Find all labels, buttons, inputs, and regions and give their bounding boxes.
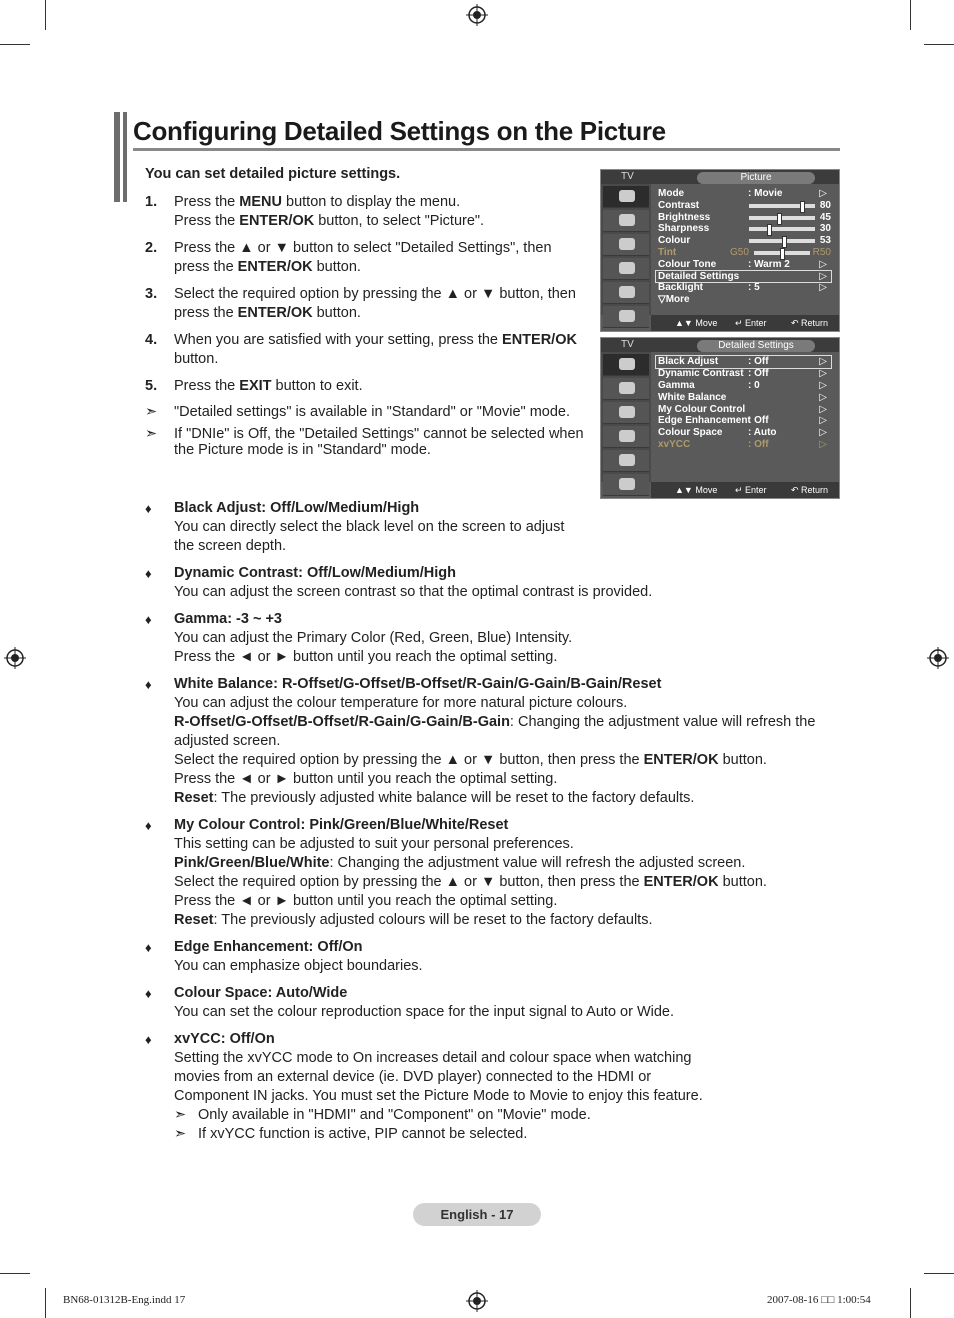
input-icon bbox=[603, 282, 649, 304]
diamond-bullet-icon: ♦ bbox=[145, 677, 152, 692]
feature-item: ♦ Gamma: -3 ~ +3 You can adjust the Primary Color (Red, Green, Blue) Intensity. Press the ◄ or ► button until you reach the optimal setting. bbox=[145, 611, 573, 665]
step-item: 4. When you are satisfied with your setting, press the ENTER/OK button. bbox=[145, 332, 577, 367]
osd-menu-item[interactable]: Brightness 45 bbox=[658, 211, 831, 223]
osd-slider[interactable] bbox=[749, 204, 815, 208]
print-slug-left: BN68-01312B-Eng.indd 17 bbox=[63, 1294, 186, 1306]
step-item: 3. Select the required option by pressing the ▲ or ▼ button, then press the ENTER/OK button. bbox=[145, 286, 576, 321]
input-icon bbox=[603, 450, 649, 472]
osd-tv-label: TV bbox=[621, 339, 634, 350]
page-title: Configuring Detailed Settings on the Picture bbox=[133, 116, 666, 146]
crop-mark bbox=[924, 44, 954, 45]
feature-item: ♦ xvYCC: Off/On Setting the xvYCC mode to On increases detail and colour space when watching movies from an external device (ie. DVD player) connected to the HDMI or Component IN jacks. You must set the Picture Mode to Movie to enjoy this feature. ➣ Only available in "HDMI" and "Component" on "Movie" mode. ➣ If xvYCC function is active, PIP cannot be selected. bbox=[145, 1030, 845, 1144]
osd-menu-item[interactable]: Detailed Settings ▷ bbox=[656, 271, 831, 283]
feature-item: ♦ Dynamic Contrast: Off/Low/Medium/High You can adjust the screen contrast so that the optimal contrast is provided. bbox=[145, 565, 653, 600]
channel-icon bbox=[603, 402, 649, 424]
diamond-bullet-icon: ♦ bbox=[145, 612, 152, 627]
osd-footer: ▲▼ Move ↵ Enter ↶ Return bbox=[651, 482, 839, 498]
channel-icon bbox=[603, 234, 649, 256]
osd-menu-item[interactable]: Dynamic Contrast : Off ▷ bbox=[658, 367, 827, 379]
osd-menu-item[interactable]: Backlight : 5 ▷ bbox=[658, 282, 827, 294]
arrow-right-icon: ▷ bbox=[819, 188, 827, 199]
osd-tv-label: TV bbox=[621, 171, 634, 182]
arrow-right-icon: ▷ bbox=[819, 258, 827, 270]
note-item: ➣ If "DNIe" is Off, the "Detailed Settings" cannot be selected when the Picture mode is in "Standard" mode. bbox=[145, 426, 584, 458]
setup-icon bbox=[603, 426, 649, 448]
osd-menu-item[interactable]: Colour 53 bbox=[658, 235, 831, 247]
title-accent-bar bbox=[114, 112, 120, 202]
note-arrow-icon: ➣ bbox=[174, 1126, 187, 1142]
osd-menu-item[interactable]: White Balance ▷ bbox=[658, 391, 827, 403]
application-icon bbox=[603, 306, 649, 328]
registration-mark-icon bbox=[466, 1290, 488, 1312]
osd-menu-item[interactable]: My Colour Control ▷ bbox=[658, 403, 827, 415]
note-arrow-icon: ➣ bbox=[145, 426, 158, 442]
note-arrow-icon: ➣ bbox=[145, 404, 158, 420]
feature-item: ♦ Edge Enhancement: Off/On You can emphasize object boundaries. bbox=[145, 939, 423, 974]
note-item: ➣ "Detailed settings" is available in "Standard" or "Movie" mode. bbox=[145, 404, 570, 420]
registration-mark-icon bbox=[927, 647, 949, 669]
crop-mark bbox=[45, 1288, 46, 1318]
arrow-right-icon: ▷ bbox=[819, 367, 827, 379]
diamond-bullet-icon: ♦ bbox=[145, 818, 152, 833]
feature-item: ♦ My Colour Control: Pink/Green/Blue/White/Reset This setting can be adjusted to suit your personal preferences. Pink/Green/Blue/White: Changing the adjustment value will refresh the adjusted screen. Select the required option by pressing the ▲ or ▼ button, then press the ENTER/OK button. Press the ◄ or ► button until you reach the optimal setting. Reset: The previously adjusted colours will be reset to the factory defaults. bbox=[145, 817, 767, 928]
step-item: 5. Press the EXIT button to exit. bbox=[145, 378, 363, 394]
feature-item: ♦ White Balance: R-Offset/G-Offset/B-Offset/R-Gain/G-Gain/B-Gain/Reset You can adjust the colour temperature for more natural picture colours. R-Offset/G-Offset/B-Offset/R-Gain/G-Gain/B-Gain: Changing the adjustment value will refresh the adjusted screen. Select the required option by pressing the ▲ or ▼ button, then press the ENTER/OK button. Press the ◄ or ► button until you reach the optimal setting. Reset: The previously adjusted white balance will be reset to the factory defaults. bbox=[145, 676, 816, 806]
osd-menu-item[interactable]: Edge Enhancement : Off ▷ bbox=[658, 415, 827, 427]
title-accent-bar bbox=[123, 112, 127, 202]
application-icon bbox=[603, 474, 649, 496]
osd-menu-item[interactable]: Gamma : 0 ▷ bbox=[658, 379, 827, 391]
picture-icon bbox=[603, 186, 649, 208]
note-item: ➣ Only available in "HDMI" and "Component" on "Movie" mode. bbox=[174, 1107, 591, 1123]
arrow-right-icon: ▷ bbox=[819, 439, 827, 451]
osd-footer: ▲▼ Move ↵ Enter ↶ Return bbox=[651, 315, 839, 331]
osd-menu-item[interactable]: ▽More bbox=[658, 294, 690, 306]
intro-text: You can set detailed picture settings. bbox=[145, 166, 401, 182]
arrow-right-icon: ▷ bbox=[819, 356, 827, 367]
arrow-right-icon: ▷ bbox=[819, 427, 827, 439]
picture-icon bbox=[603, 354, 649, 376]
osd-picture-menu bbox=[600, 169, 840, 332]
crop-mark bbox=[0, 1273, 30, 1274]
feature-item: ♦ Colour Space: Auto/Wide You can set the colour reproduction space for the input signal to Auto or Wide. bbox=[145, 985, 675, 1020]
diamond-bullet-icon: ♦ bbox=[145, 940, 152, 955]
osd-menu-item[interactable]: Contrast 80 bbox=[658, 199, 831, 211]
arrow-right-icon: ▷ bbox=[819, 379, 827, 391]
osd-tab-title: Detailed Settings bbox=[697, 340, 815, 352]
osd-sidebar bbox=[601, 352, 651, 482]
print-slug-right: 2007-08-16 □□ 1:00:54 bbox=[767, 1294, 871, 1306]
feature-list bbox=[145, 499, 845, 1152]
steps-list bbox=[145, 193, 590, 464]
osd-sidebar bbox=[601, 184, 651, 315]
sound-icon bbox=[603, 210, 649, 232]
osd-menu-item[interactable]: Colour Space : Auto ▷ bbox=[658, 427, 827, 439]
arrow-right-icon: ▷ bbox=[819, 270, 827, 282]
page-number-badge: English - 17 bbox=[413, 1203, 541, 1226]
osd-slider[interactable] bbox=[749, 216, 815, 220]
arrow-right-icon: ▷ bbox=[819, 391, 827, 403]
arrow-right-icon: ▷ bbox=[819, 415, 827, 427]
osd-menu-item[interactable]: Tint G50 R50 bbox=[658, 246, 831, 258]
osd-rows bbox=[656, 356, 831, 451]
diamond-bullet-icon: ♦ bbox=[145, 566, 152, 581]
feature-item: ♦ Black Adjust: Off/Low/Medium/High You can directly select the black level on the screen to adjust the screen depth. bbox=[145, 500, 565, 554]
registration-mark-icon bbox=[4, 647, 26, 669]
setup-icon bbox=[603, 258, 649, 280]
osd-menu-item[interactable]: Colour Tone : Warm 2 ▷ bbox=[658, 258, 827, 270]
crop-mark bbox=[910, 0, 911, 30]
title-underline bbox=[133, 148, 840, 151]
osd-slider[interactable] bbox=[749, 227, 815, 231]
osd-menu-item[interactable]: Black Adjust : Off ▷ bbox=[656, 356, 831, 368]
arrow-right-icon: ▷ bbox=[819, 282, 827, 294]
osd-menu-item[interactable]: Mode : Movie ▷ bbox=[658, 188, 827, 199]
osd-menu-item[interactable]: xvYCC : Off ▷ bbox=[658, 439, 827, 451]
osd-slider[interactable] bbox=[749, 239, 815, 243]
step-item: 1. Press the MENU button to display the menu. Press the ENTER/OK button, to select "Picture". bbox=[145, 194, 485, 229]
crop-mark bbox=[45, 0, 46, 30]
osd-tab-title: Picture bbox=[697, 172, 815, 184]
crop-mark bbox=[924, 1273, 954, 1274]
crop-mark bbox=[910, 1288, 911, 1318]
registration-mark-icon bbox=[466, 4, 488, 26]
note-item: ➣ If xvYCC function is active, PIP cannot be selected. bbox=[174, 1126, 528, 1142]
osd-slider[interactable] bbox=[754, 251, 810, 255]
step-item: 2. Press the ▲ or ▼ button to select "Detailed Settings", then press the ENTER/OK button. bbox=[145, 240, 552, 275]
sound-icon bbox=[603, 378, 649, 400]
arrow-right-icon: ▷ bbox=[819, 403, 827, 415]
crop-mark bbox=[0, 44, 30, 45]
note-arrow-icon: ➣ bbox=[174, 1107, 187, 1123]
diamond-bullet-icon: ♦ bbox=[145, 1032, 152, 1047]
osd-rows bbox=[656, 188, 831, 306]
diamond-bullet-icon: ♦ bbox=[145, 501, 152, 516]
osd-menu-item[interactable]: Sharpness 30 bbox=[658, 223, 831, 235]
diamond-bullet-icon: ♦ bbox=[145, 986, 152, 1001]
osd-detailed-settings-menu bbox=[600, 337, 840, 499]
